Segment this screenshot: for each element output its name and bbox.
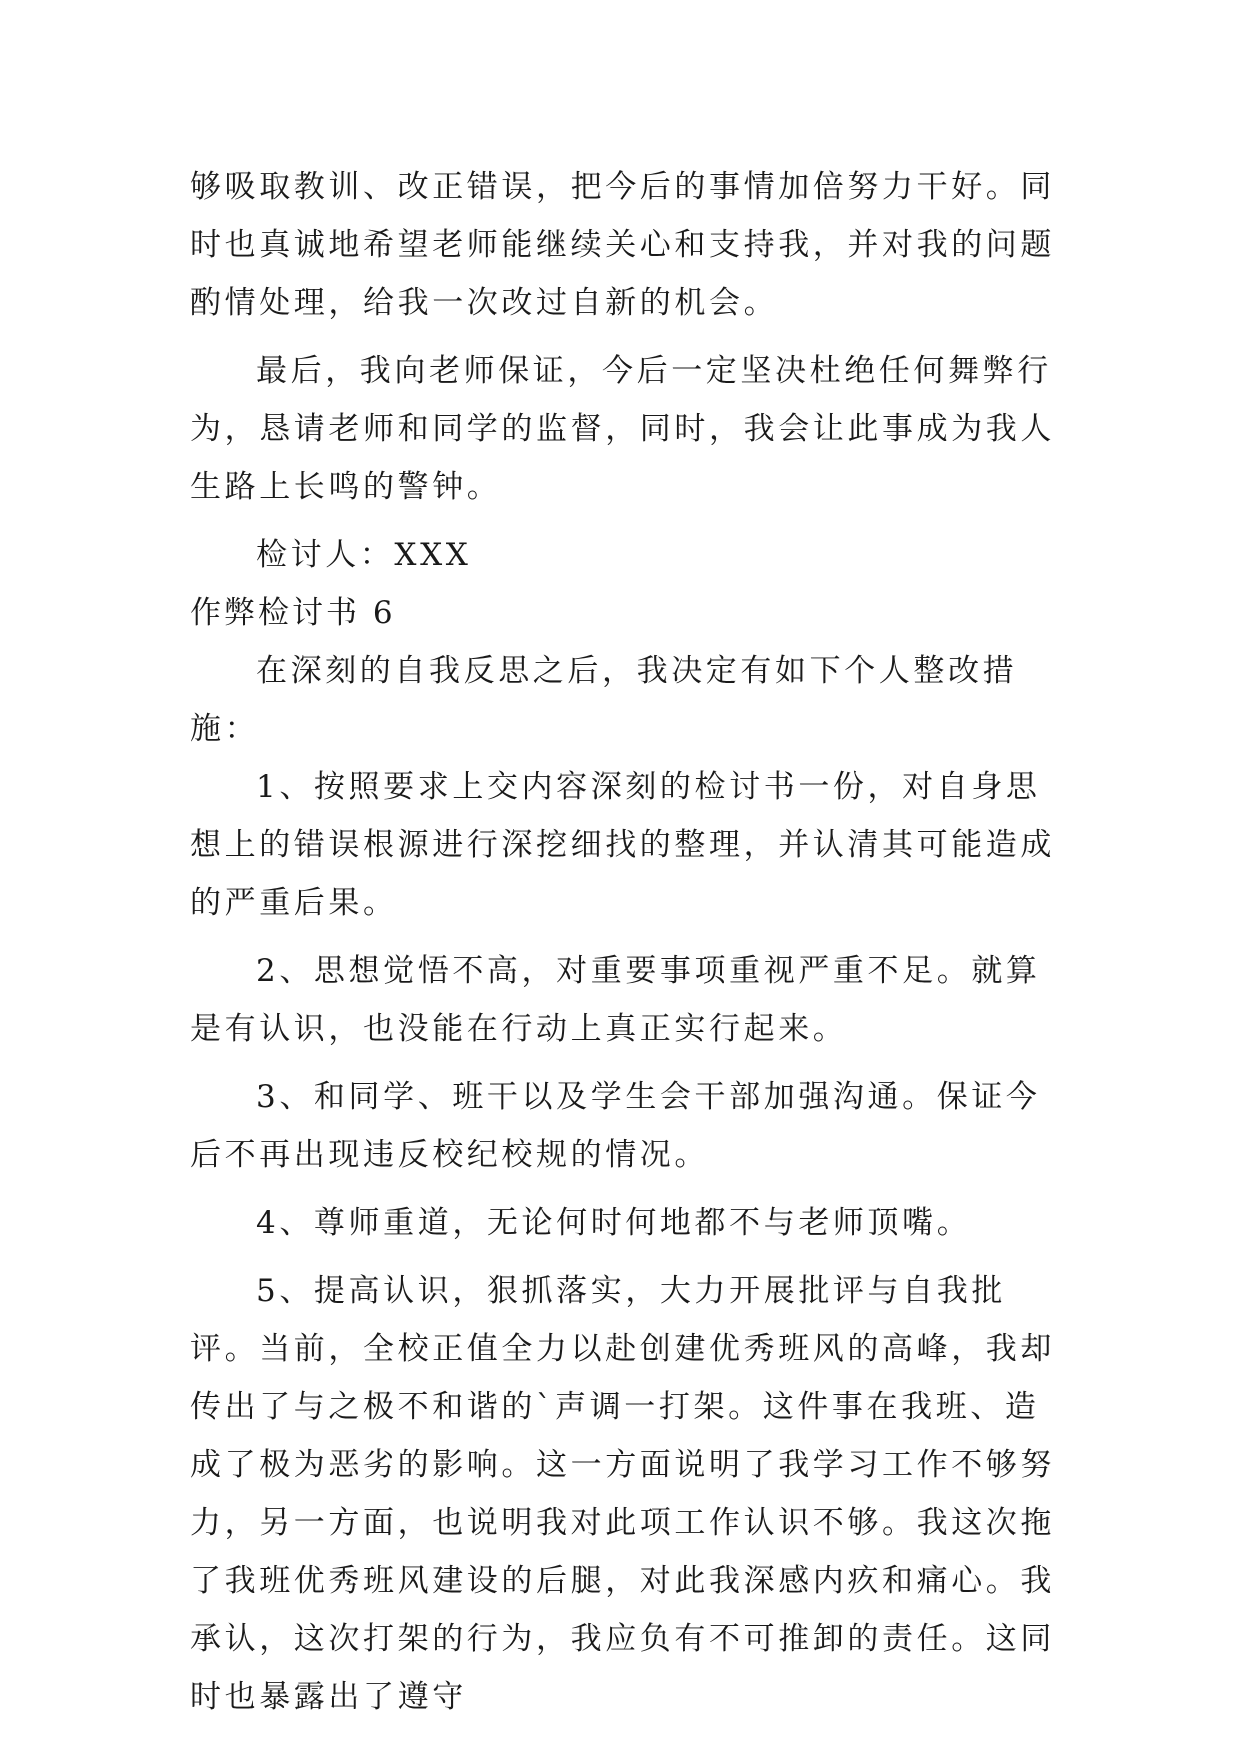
paragraph-continuation: 够吸取教训、改正错误，把今后的事情加倍努力干好。同时也真诚地希望老师能继续关心和支持我，并对我的问题酌情处理，给我一次改过自新的机会。	[190, 169, 1055, 321]
signature-line: 检讨人：XXX	[256, 537, 472, 573]
paragraph-closing: 最后，我向老师保证，今后一定坚决杜绝任何舞弊行为，恳请老师和同学的监督，同时，我会让此事成为我人生路上长鸣的警钟。	[190, 353, 1055, 505]
list-item-1: 1、按照要求上交内容深刻的检讨书一份，对自身思想上的错误根源进行深挖细找的整理，并认清其可能造成的严重后果。	[190, 769, 1055, 921]
section-title: 作弊检讨书 6	[190, 595, 396, 631]
list-item-4: 4、尊师重道，无论何时何地都不与老师顶嘴。	[256, 1205, 972, 1241]
paragraph-intro: 在深刻的自我反思之后，我决定有如下个人整改措施：	[190, 653, 1018, 747]
list-item-5: 5、提高认识，狠抓落实，大力开展批评与自我批评。当前，全校正值全力以赴创建优秀班风的高峰，我却传出了与之极不和谐的`声调一打架。这件事在我班、造成了极为恶劣的影响。这一方面说明了我学习工作不够努力，另一方面，也说明我对此项工作认识不够。我这次拖了我班优秀班风建设的后腿，对此我深感内疚和痛心。我承认，这次打架的行为，我应负有不可推卸的责任。这同时也暴露出了遵守	[190, 1273, 1055, 1715]
list-item-2: 2、思想觉悟不高，对重要事项重视严重不足。就算是有认识，也没能在行动上真正实行起来。	[190, 953, 1041, 1047]
document-body	[190, 158, 1070, 1726]
list-item-3: 3、和同学、班干以及学生会干部加强沟通。保证今后不再出现违反校纪校规的情况。	[190, 1079, 1041, 1173]
